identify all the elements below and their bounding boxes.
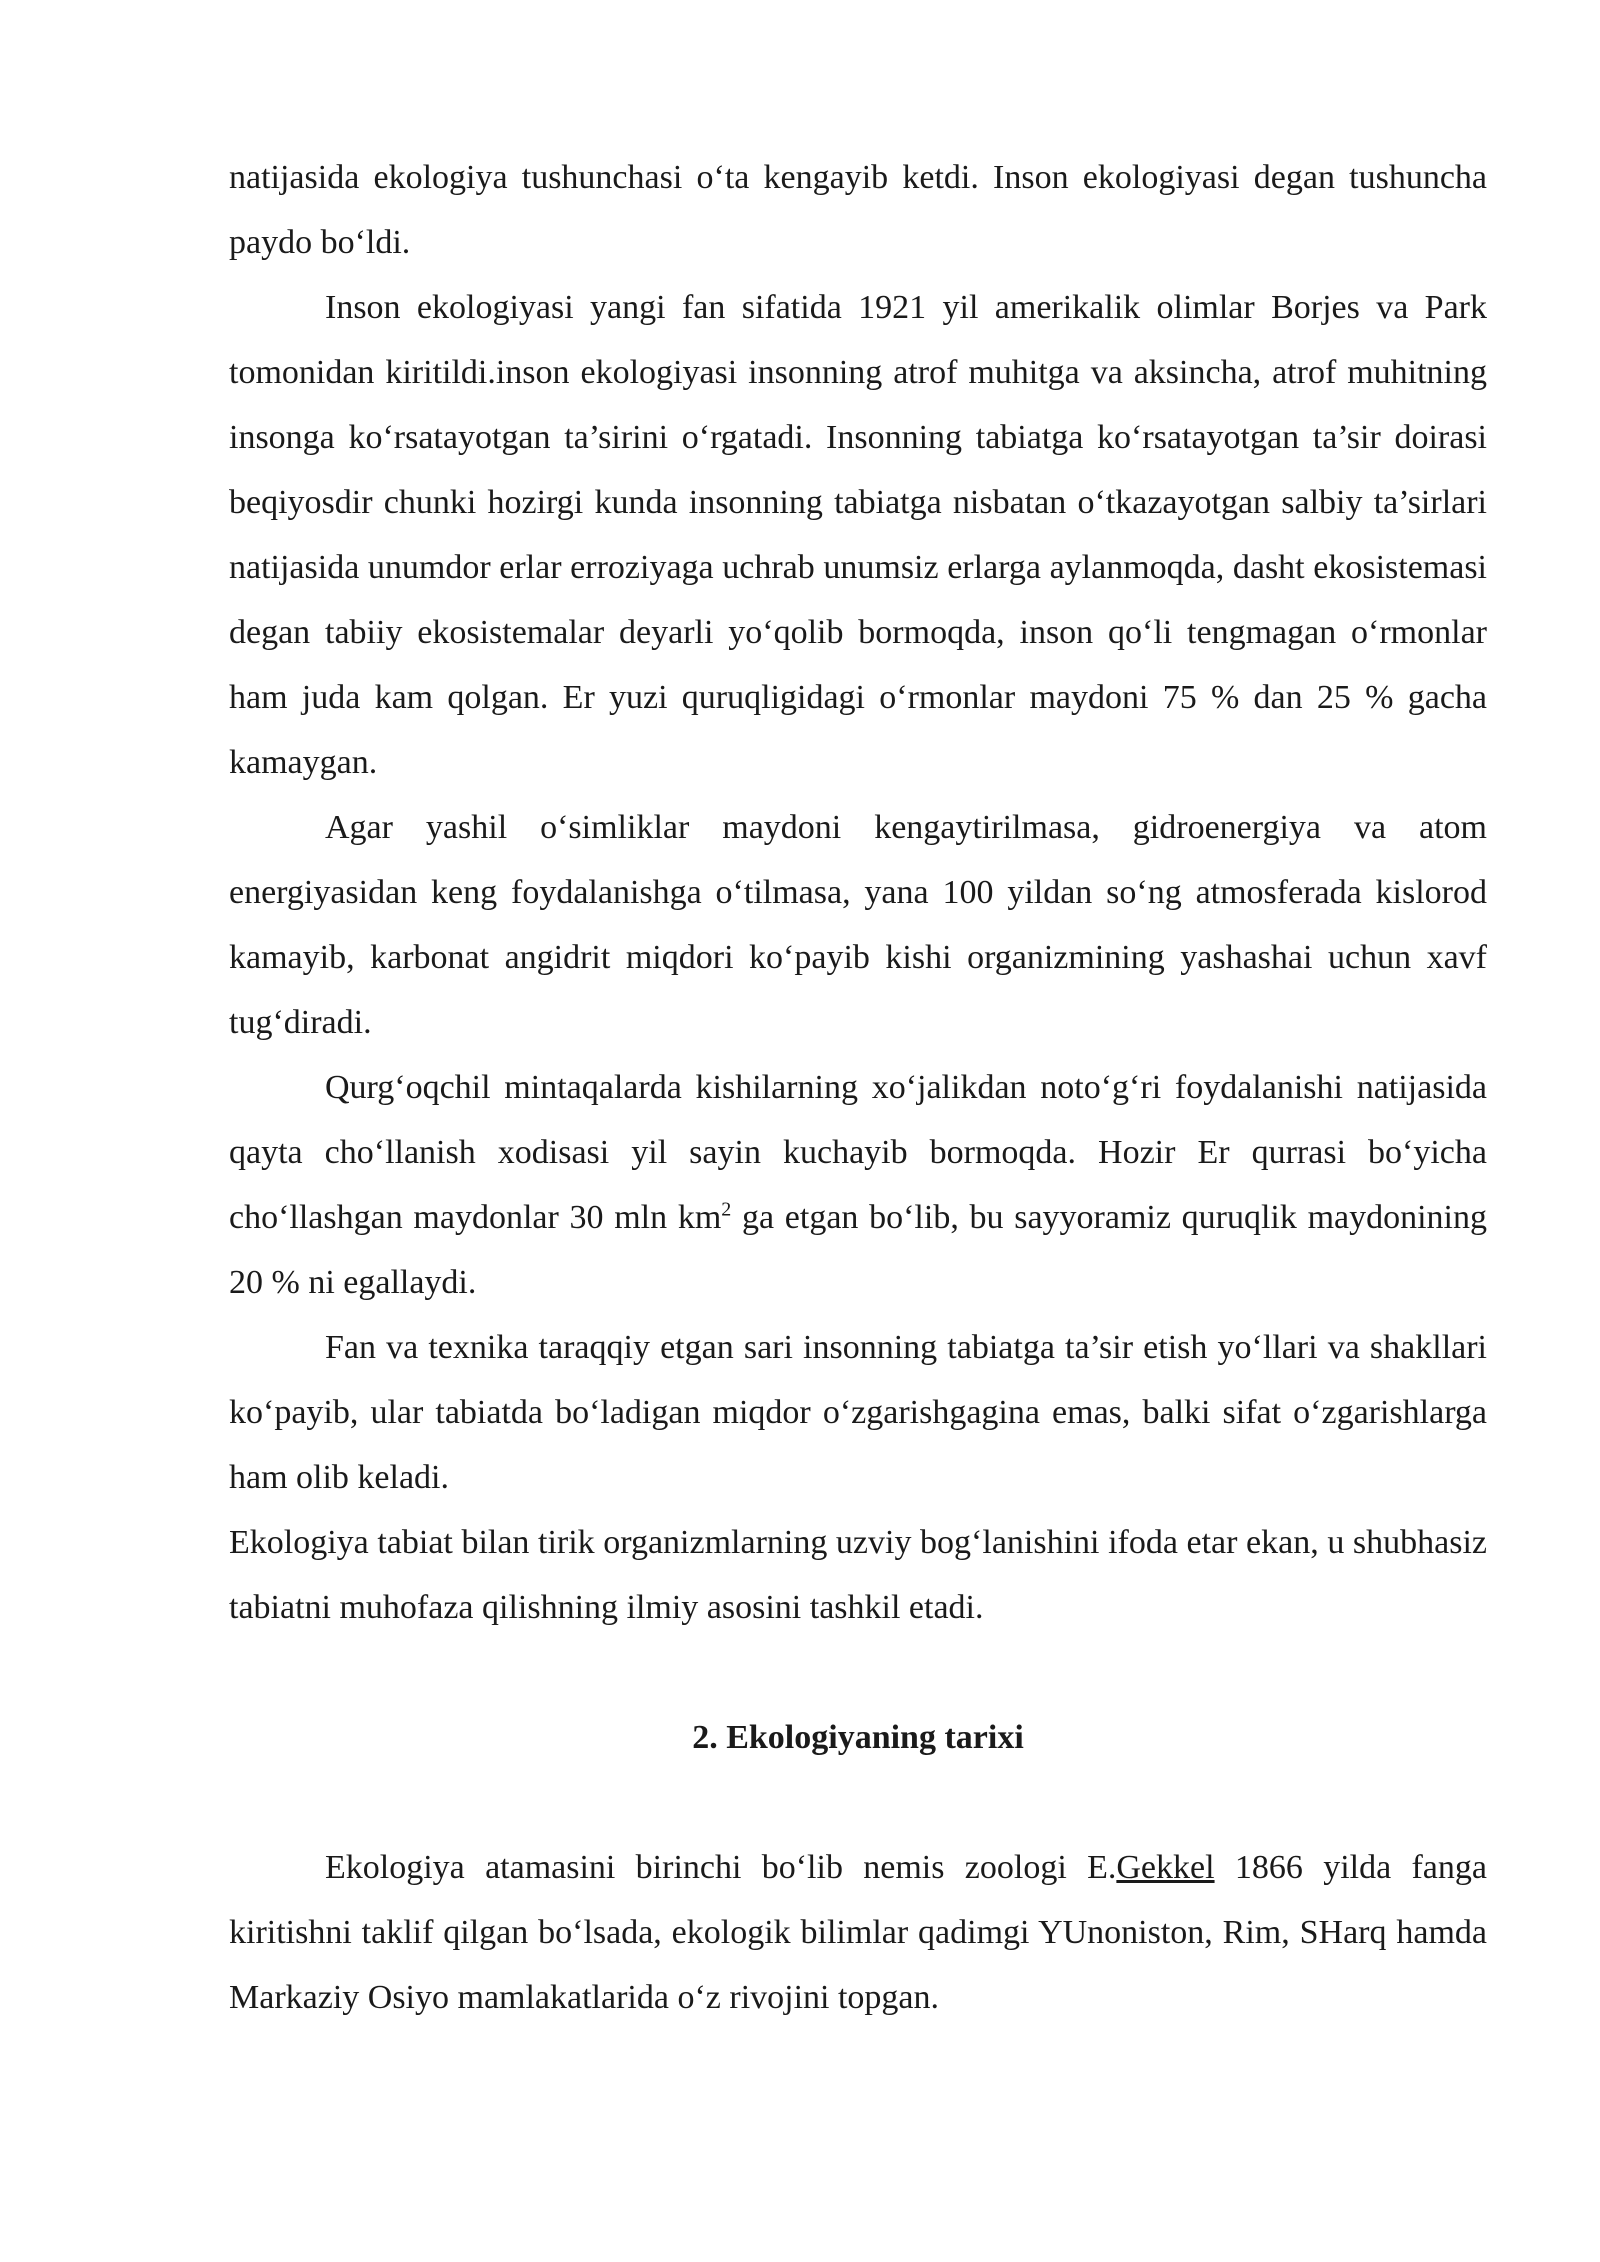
document-page	[229, 145, 1487, 2030]
desertification-text-end: ga etgan bo‘lib, bu sayyoramiz quruqlik maydonining 20 % ni egallaydi.	[229, 1199, 1487, 1301]
desertification-text-start: Qurg‘oqchil mintaqalarda kishilarning xo‘jalikdan noto‘g‘ri foydalanishi natijasida qayta cho‘llanish xodisasi yil sayin kuchayib bormoqda. Hozir Er qurrasi bo‘yicha cho‘llashgan maydonlar 30 mln km	[229, 1069, 1487, 1236]
paragraph-desertification	[229, 1055, 1487, 1315]
paragraph-ecology-history	[229, 1835, 1487, 2030]
gekkel-link[interactable]: Gekkel	[1116, 1849, 1215, 1886]
section-heading: 2. Ekologiyaning tarixi	[692, 1719, 1024, 1756]
history-text-start: Ekologiya atamasini birinchi bo‘lib nemis zoologi E.	[325, 1849, 1117, 1886]
superscript-exponent: 2	[721, 1198, 732, 1221]
paragraph-ecology-conclusion: Ekologiya tabiat bilan tirik organizmlarning uzviy bog‘lanishini ifoda etar ekan, u shubhasiz tabiatni muhofaza qilishning ilmiy asosini tashkil etadi.	[229, 1524, 1487, 1626]
history-text-end: 1866 yilda fanga kiritishni taklif qilgan bo‘lsada, ekologik bilimlar qadimgi YUnoniston, Rim, SHarq hamda Markaziy Osiyo mamlakatlarida o‘z rivojini topgan.	[229, 1849, 1487, 2016]
paragraph-science-technology: Fan va texnika taraqqiy etgan sari insonning tabiatga ta’sir etish yo‘llari va shakllari ko‘payib, ular tabiatda bo‘ladigan miqdor o‘zgarishgagina emas, balki sifat o‘zgarishlarga ham olib keladi.	[229, 1329, 1487, 1496]
paragraph-continuation: natijasida ekologiya tushunchasi o‘ta kengayib ketdi. Inson ekologiyasi degan tushuncha paydo bo‘ldi.	[229, 159, 1487, 261]
paragraph-human-ecology: Inson ekologiyasi yangi fan sifatida 1921 yil amerikalik olimlar Borjes va Park tomonidan kiritildi.inson ekologiyasi insonning atrof muhitga va aksincha, atrof muhitning insonga ko‘rsatayotgan ta’sirini o‘rgatadi. Insonning tabiatga ko‘rsatayotgan ta’sir doirasi beqiyosdir chunki hozirgi kunda insonning tabiatga nisbatan o‘tkazayotgan salbiy ta’sirlari natijasida unumdor erlar erroziyaga uchrab unumsiz erlarga aylanmoqda, dasht ekosistemasi degan tabiiy ekosistemalar deyarli yo‘qolib bormoqda, inson qo‘li tengmagan o‘rmonlar ham juda kam qolgan. Er yuzi quruqligidagi o‘rmonlar maydoni 75 % dan 25 % gacha kamaygan.	[229, 289, 1487, 781]
paragraph-green-plants: Agar yashil o‘simliklar maydoni kengaytirilmasa, gidroenergiya va atom energiyasidan keng foydalanishga o‘tilmasa, yana 100 yildan so‘ng atmosferada kislorod kamayib, karbonat angidrit miqdori ko‘payib kishi organizmining yashashai uchun xavf tug‘diradi.	[229, 809, 1487, 1041]
